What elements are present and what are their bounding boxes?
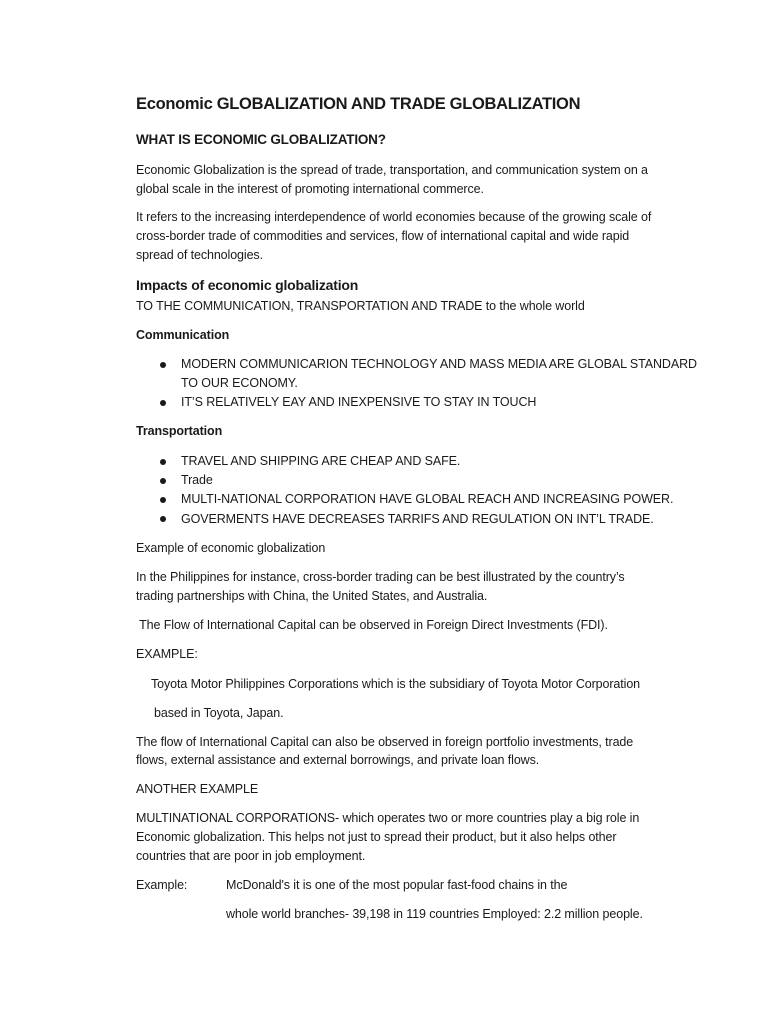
communication-item-1-line-1: MODERN COMMUNICARION TECHNOLOGY AND MASS MEDIA ARE GLOBAL STANDARD	[181, 357, 697, 371]
paragraph-multinational-line-2: Economic globalization. This helps not just to spread their product, but it also helps other	[136, 830, 617, 844]
transportation-item-2: Trade	[181, 473, 213, 487]
example-label: EXAMPLE:	[136, 647, 198, 661]
mcdonalds-line-2: whole world branches- 39,198 in 119 countries Employed: 2.2 million people.	[226, 907, 643, 921]
paragraph-capital-flow-line-2: flows, external assistance and external borrowings, and private loan flows.	[136, 753, 540, 767]
paragraph-interdependence-line-3: spread of technologies.	[136, 248, 263, 262]
mcdonalds-example-label: Example:	[136, 878, 188, 892]
mcdonalds-line-1: McDonald's it is one of the most popular fast-food chains in the	[226, 878, 568, 892]
communication-heading: Communication	[136, 328, 230, 342]
paragraph-definition-line-2: global scale in the interest of promoting international commerce.	[136, 182, 484, 196]
communication-item-2: IT’S RELATIVELY EAY AND INEXPENSIVE TO STAY IN TOUCH	[181, 395, 537, 409]
toyota-line-2: based in Toyota, Japan.	[154, 706, 284, 720]
transportation-heading: Transportation	[136, 424, 223, 438]
paragraph-multinational-line-1: MULTINATIONAL CORPORATIONS- which operates two or more countries play a big role in	[136, 811, 640, 825]
transportation-item-1: TRAVEL AND SHIPPING ARE CHEAP AND SAFE.	[181, 454, 461, 468]
impacts-subheading: TO THE COMMUNICATION, TRANSPORTATION AND TRADE to the whole world	[136, 299, 585, 313]
bullet-icon	[160, 497, 166, 503]
example-heading: Example of economic globalization	[136, 541, 326, 555]
bullet-icon	[160, 362, 166, 368]
section-heading-what-is: WHAT IS ECONOMIC GLOBALIZATION?	[136, 132, 386, 147]
impacts-heading: Impacts of economic globalization	[136, 277, 359, 293]
paragraph-capital-flow-line-1: The flow of International Capital can also be observed in foreign portfolio investments, trade	[136, 735, 634, 749]
toyota-line-1: Toyota Motor Philippines Corporations which is the subsidiary of Toyota Motor Corporation	[151, 677, 641, 691]
bullet-icon	[160, 478, 166, 484]
transportation-item-4: GOVERMENTS HAVE DECREASES TARRIFS AND REGULATION ON INT’L TRADE.	[181, 512, 654, 526]
paragraph-interdependence-line-1: It refers to the increasing interdependence of world economies because of the growing scale of	[136, 210, 652, 224]
paragraph-multinational-line-3: countries that are poor in job employment.	[136, 849, 366, 863]
bullet-icon	[160, 400, 166, 406]
paragraph-philippines-line-1: In the Philippines for instance, cross-border trading can be best illustrated by the country’s	[136, 570, 625, 584]
bullet-icon	[160, 459, 166, 465]
paragraph-philippines-line-2: trading partnerships with China, the United States, and Australia.	[136, 589, 488, 603]
transportation-item-3: MULTI-NATIONAL CORPORATION HAVE GLOBAL REACH AND INCREASING POWER.	[181, 492, 674, 506]
communication-item-1-line-2: TO OUR ECONOMY.	[181, 376, 298, 390]
document-title: Economic GLOBALIZATION AND TRADE GLOBALIZATION	[136, 95, 581, 113]
paragraph-interdependence-line-2: cross-border trade of commodities and services, flow of international capital and wide rapid	[136, 229, 630, 243]
paragraph-definition-line-1: Economic Globalization is the spread of trade, transportation, and communication system on a	[136, 163, 648, 177]
another-example-label: ANOTHER EXAMPLE	[136, 782, 259, 796]
bullet-icon	[160, 516, 166, 522]
paragraph-fdi: The Flow of International Capital can be observed in Foreign Direct Investments (FDI).	[136, 618, 608, 632]
